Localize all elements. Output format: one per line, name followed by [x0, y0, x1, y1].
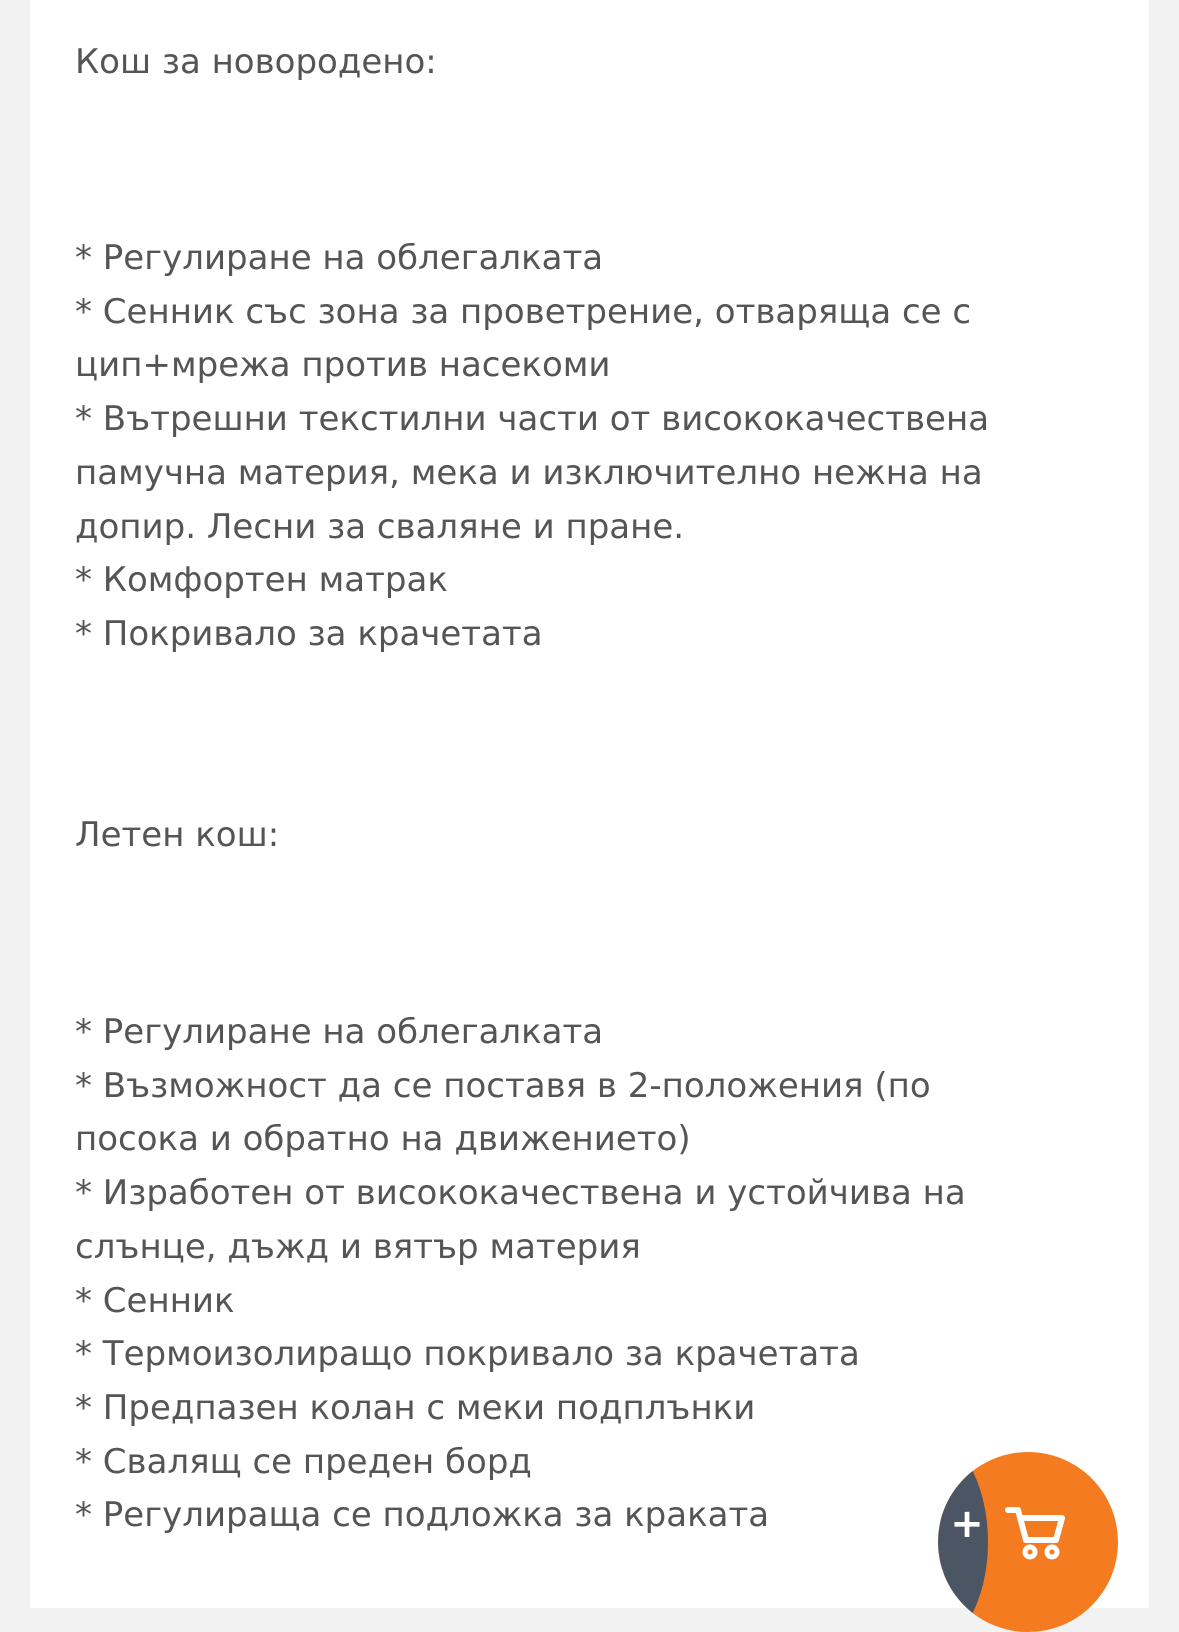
list-item: * Изработен от висококачествена и устойчива на слънце, дъжд и вятър материя [75, 1173, 966, 1267]
plus-icon: + [950, 1501, 984, 1547]
feature-list-summer-seat [75, 1006, 1065, 1547]
list-item: * Предпазен колан с меки подплънки [75, 1387, 756, 1428]
list-item: * Комфортен матрак [75, 560, 448, 601]
list-item: * Вътрешни текстилни части от висококачествена памучна материя, мека и изключително нежна на допир. Лесни за сваляне и пране. [75, 399, 990, 547]
list-item: * Свалящ се преден борд [75, 1441, 532, 1482]
list-item: * Покривало за крачетата [75, 613, 543, 654]
add-to-cart-button[interactable] [938, 1452, 1118, 1632]
section-title-summer-seat: Летен кош: [75, 815, 280, 855]
section-title-newborn-basket: Кош за новородено: [75, 42, 437, 82]
list-item: * Сенник със зона за проветрение, отваряща се с цип+мрежа против насекоми [75, 291, 972, 386]
list-item: * Регулиране на облегалката [75, 238, 604, 278]
list-item: * Сенник [75, 1280, 235, 1321]
list-item: * Регулиране на облегалката [75, 1012, 604, 1052]
list-item: * Възможност да се поставя в 2-положения (по посока и обратно на движението) [75, 1065, 931, 1160]
feature-list-newborn-basket [75, 232, 1065, 662]
list-item: * Регулираща се подложка за краката [75, 1495, 770, 1536]
cart-icon [1004, 1502, 1068, 1562]
list-item: * Термоизолиращо покривало за крачетата [75, 1334, 860, 1375]
